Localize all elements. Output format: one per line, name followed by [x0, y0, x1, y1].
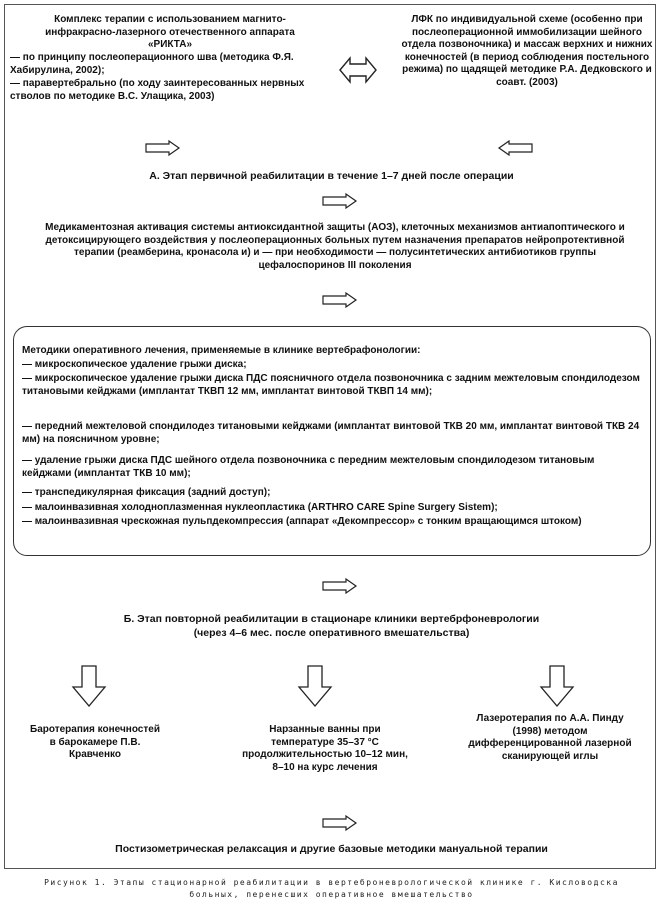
down-arrow-icon: [322, 815, 358, 833]
down-arrow-icon: [322, 292, 358, 310]
down-arrow-icon: [540, 665, 574, 707]
down-arrow-icon: [322, 193, 358, 211]
methods-item: — удаление грыжи диска ПДС шейного отдела позвоночника с передним межтеловым спондилодезом титановым кейджами (имплантат ТКВ 10 мм);: [22, 455, 595, 479]
rikta-method-2: — паравертебрально (по ходу заинтересованных нервных стволов по методике В.С. Улащика, 2003): [10, 78, 305, 102]
double-arrow-icon: [338, 50, 378, 90]
figure-caption: Рисунок 1. Этапы стационарной реабилитации в вертеброневрологической клинике г. Кисловодска: [44, 878, 619, 887]
methods-item: — передний межтеловой спондилодез титановыми кейджами (имплантат винтовой ТКВ 20 мм, имплантат винтовой ТКВ 24 мм) на поясничном уровне;: [22, 421, 640, 445]
barotherapy-block: Баротерапия конечностей в барокамере П.В. Кравченко: [30, 724, 160, 760]
rikta-method-1: — по принципу послеоперационного шва (методика Ф.Я. Хабирулина, 2002);: [10, 52, 294, 76]
stage-b-title: Б. Этап повторной реабилитации в стационаре клиники вертебрфоневрологии: [123, 613, 540, 625]
final-block: Постизометрическая релаксация и другие базовые методики мануальной терапии: [115, 843, 548, 855]
stage-a-title: А. Этап первичной реабилитации в течение 1–7 дней после операции: [149, 170, 514, 182]
methods-item: — микроскопическое удаление грыжи диска;: [22, 359, 247, 370]
stage-b-subtitle: (через 4–6 мес. после оперативного вмешательства): [193, 627, 470, 639]
methods-item: — малоинвазивная холодноплазменная нуклеопластика (ARTHRO CARE Spine Surgery Sistem);: [22, 502, 498, 513]
methods-title: Методики оперативного лечения, применяемые в клинике вертебрафонологии:: [22, 345, 421, 356]
rikta-title: Комплекс терапии с использованием магнито-инфракрасно-лазерного отечественного аппарата «РИКТА»: [45, 14, 295, 50]
down-arrow-icon: [298, 665, 332, 707]
down-arrow-icon: [145, 140, 181, 158]
down-arrow-icon: [497, 140, 533, 158]
methods-item: — малоинвазивная чрескожная пульпдекомпрессия (аппарат «Декомпрессор» с тонким вращающимся штоком): [22, 516, 582, 527]
down-arrow-icon: [322, 578, 358, 596]
methods-item: — транспедикулярная фиксация (задний доступ);: [22, 487, 271, 498]
down-arrow-icon: [72, 665, 106, 707]
figure-caption-line2: больных, перенесших оперативное вмешательство: [189, 890, 474, 899]
narzan-baths-block: Нарзанные ванны при температуре 35–37 °С продолжительностью 10–12 мин, 8–10 на курс лечения: [242, 724, 408, 773]
lfk-block: ЛФК по индивидуальной схеме (особенно при послеоперационной иммобилизации шейного отдела позвоночника) и массаж верхних и нижних конечностей (в период соблюдения постельного режима) по щадящей методике Р.А. Дедковского и соавт. (2003): [401, 14, 653, 88]
methods-item: — микроскопическое удаление грыжи диска ПДС поясничного отдела позвоночника с задним межтеловым спондилодезом титановыми кейджами (имплантат ТКВП 12 мм, имплантат винтовой ТКВП 14 мм);: [22, 373, 640, 397]
medication-block: Медикаментозная активация системы антиоксидантной защиты (АОЗ), клеточных механизмов антиапоптического и детоксицирующего воздействия у послеоперационных больных путем назначения препаратов нейропротективной терапии (реамберина, кронасола и) и — при необходимости — полусинтетических антибиотиков группы цефалоспоринов III поколения: [45, 222, 625, 271]
laser-therapy-block: Лазеротерапия по А.А. Пинду (1998) методом дифференцированной лазерной сканирующей иглы: [468, 713, 632, 762]
